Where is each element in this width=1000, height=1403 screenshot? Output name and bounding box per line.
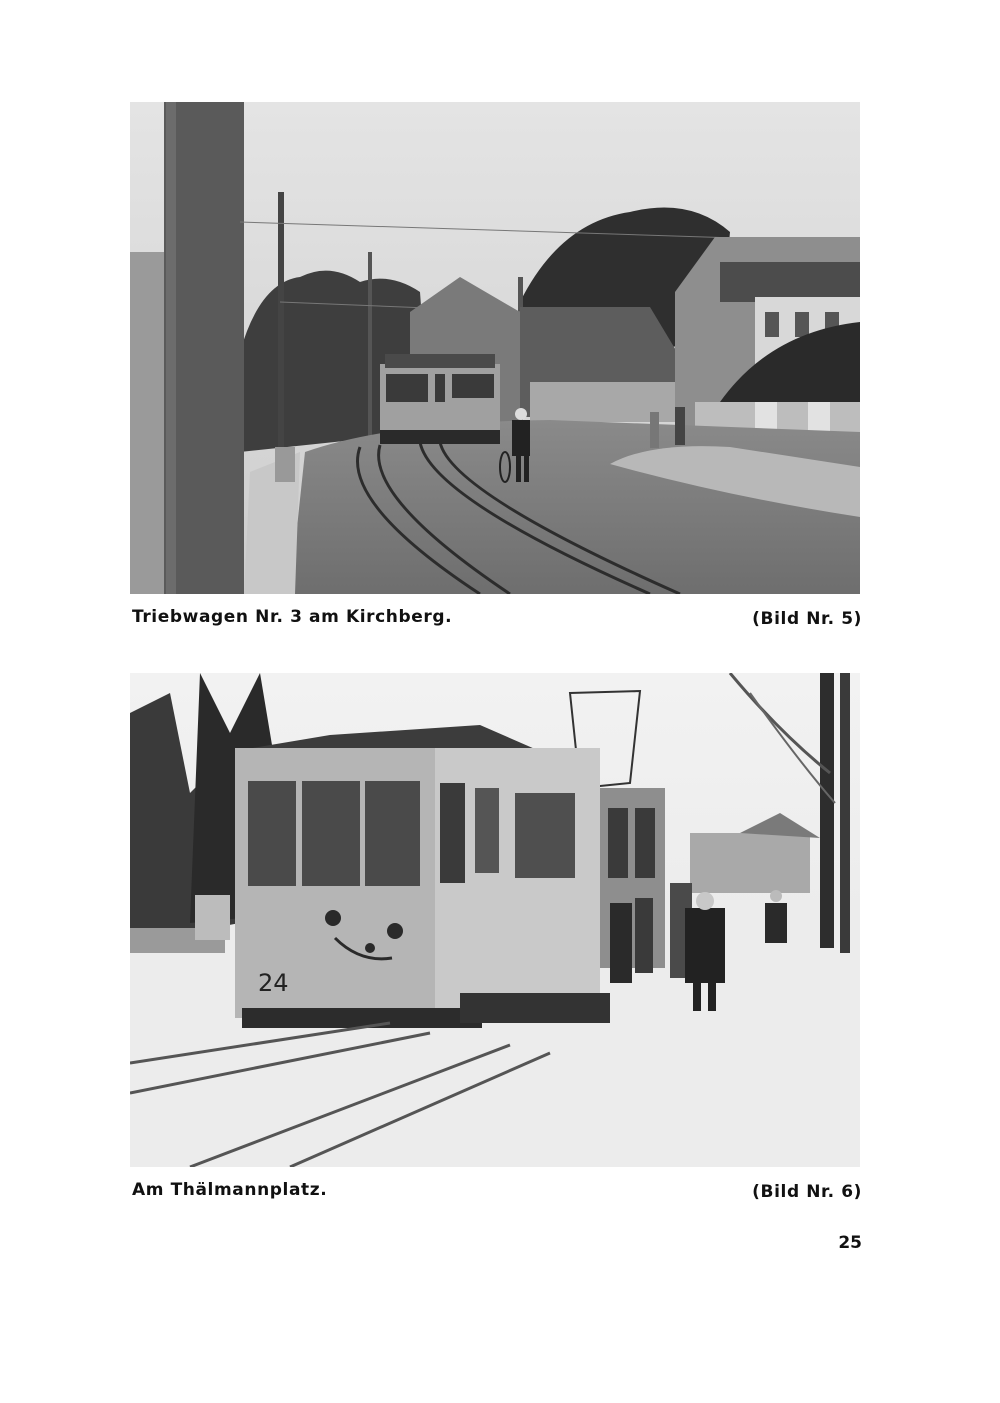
photo-tram-kirchberg — [130, 102, 860, 594]
figure-caption: Am Thälmannplatz. — [132, 1180, 328, 1200]
tram-number: 24 — [258, 969, 289, 997]
figure-reference: (Bild Nr. 6) — [752, 1182, 862, 1202]
page-number: 25 — [838, 1233, 862, 1253]
figure-reference: (Bild Nr. 5) — [752, 609, 862, 629]
photo-tram-thaelmannplatz — [130, 673, 860, 1167]
figure-caption: Triebwagen Nr. 3 am Kirchberg. — [132, 607, 453, 627]
